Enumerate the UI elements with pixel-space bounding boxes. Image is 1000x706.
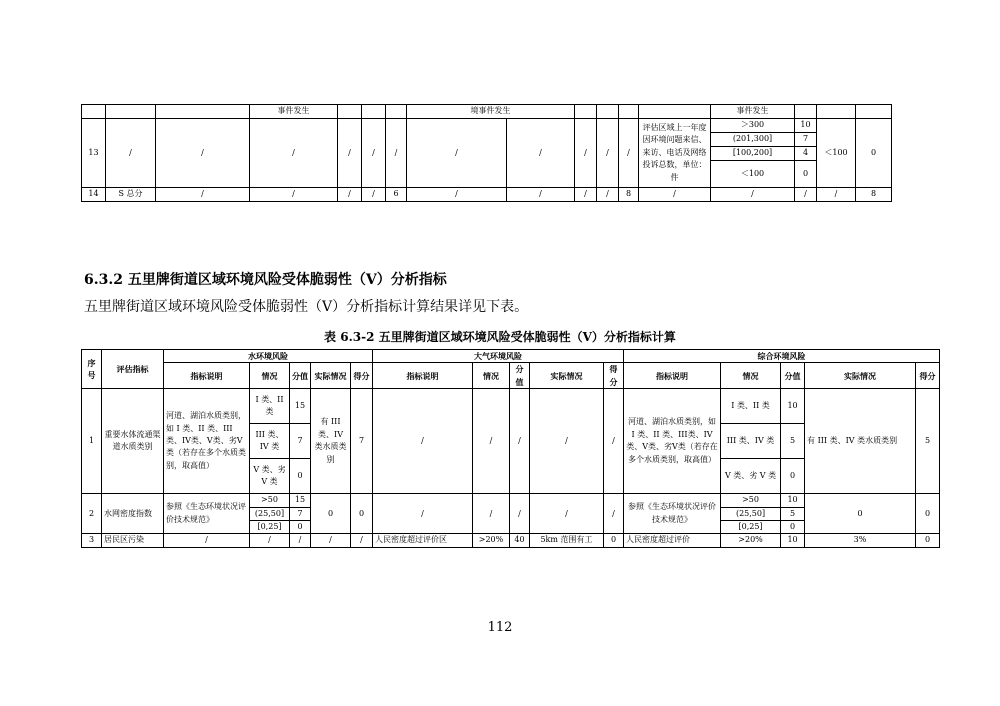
total-label: S 总分	[106, 188, 156, 202]
table-cell: /	[373, 389, 473, 494]
table-cell: /	[250, 119, 338, 188]
score-cell: 4	[795, 147, 817, 161]
score-cell: 7	[795, 133, 817, 147]
page-number: 112	[487, 620, 513, 635]
situation-cell: >20%	[473, 534, 510, 547]
actual-cell: ＜100	[817, 119, 856, 188]
header-points: 得分	[916, 363, 940, 389]
actual-cell: 0	[311, 494, 351, 534]
header-actual: 实际情况	[311, 363, 351, 389]
header-situation: 情况	[473, 363, 510, 389]
score-cell: 15	[290, 494, 311, 507]
situation-cell: (25,50]	[721, 507, 781, 520]
table-cell: /	[597, 188, 619, 202]
total-value: 6	[386, 188, 407, 202]
indicator-description: 评估区域上一年度因环境问题来信、来访、电话及网络投诉总数，单位：件	[639, 119, 711, 188]
table-cell: 境事件发生	[407, 105, 575, 119]
air-description: 人民密度超过评价区	[373, 534, 473, 547]
table-cell: /	[156, 188, 250, 202]
header-situation: 情况	[250, 363, 290, 389]
table-cell: /	[530, 389, 604, 494]
row-number: 3	[82, 534, 102, 547]
table-cell: /	[639, 188, 711, 202]
combined-description: 河道、湖泊水质类别，如 I 类、II 类、III类、IV类、V类、劣V类（若存在多个水质类别，取高值）	[624, 389, 721, 494]
table-row	[82, 188, 892, 202]
actual-cell: 有 III 类、IV 类水质类别	[805, 389, 916, 494]
section-heading: 6.3.2 五里牌街道区域环境风险受体脆弱性（V）分析指标	[84, 272, 447, 288]
range-cell: (201,300]	[711, 133, 795, 147]
table-cell: /	[106, 119, 156, 188]
score-cell: 5	[781, 507, 805, 520]
table-cell: /	[604, 389, 624, 494]
header-desc: 指标说明	[164, 363, 250, 389]
header-desc: 指标说明	[624, 363, 721, 389]
table-cell: /	[362, 119, 386, 188]
total-value: 8	[619, 188, 639, 202]
header-actual: 实际情况	[530, 363, 604, 389]
table-cell: /	[795, 188, 817, 202]
water-description: 河道、湖泊水质类别，如 I 类、II 类、III类、IV类、V类、劣V类（若存在多个水质类别，取高值）	[164, 389, 250, 494]
table-cell: /	[362, 188, 386, 202]
vulnerability-table	[81, 349, 940, 548]
table-cell: /	[338, 119, 362, 188]
points-cell: 5	[916, 389, 940, 494]
header-score: 分值	[290, 363, 311, 389]
situation-cell: V 类、劣 V 类	[250, 459, 290, 494]
table-cell: /	[510, 494, 530, 534]
header-points: 得分	[351, 363, 373, 389]
points-cell: 0	[916, 534, 940, 547]
score-cell: 10	[781, 494, 805, 507]
score-cell: 10	[781, 389, 805, 424]
table-cell: /	[510, 389, 530, 494]
table-cell: /	[575, 188, 597, 202]
table-row	[82, 494, 940, 507]
actual-cell: 3%	[805, 534, 916, 547]
header-combined: 综合环境风险	[624, 350, 940, 363]
actual-cell: 5km 范围有工	[530, 534, 604, 547]
water-description: 参照《生态环境状况评价技术规范》	[164, 494, 250, 534]
table-cell: /	[407, 119, 507, 188]
section-paragraph: 五里牌街道区域环境风险受体脆弱性（V）分析指标计算结果详见下表。	[84, 299, 529, 315]
range-cell: [100,200]	[711, 147, 795, 161]
table-cell: /	[575, 119, 597, 188]
index-name: 居民区污染	[102, 534, 164, 547]
header-index: 评估指标	[102, 350, 164, 389]
table-cell: /	[311, 534, 351, 547]
table-row	[82, 105, 892, 119]
points-cell: 0	[916, 494, 940, 534]
table-cell: /	[373, 494, 473, 534]
header-actual: 实际情况	[805, 363, 916, 389]
header-score: 分值	[781, 363, 805, 389]
combined-description: 人民密度超过评价	[624, 534, 721, 547]
table-cell: /	[290, 534, 311, 547]
score-cell: 40	[510, 534, 530, 547]
row-number: 14	[82, 188, 106, 202]
table-cell: /	[250, 188, 338, 202]
situation-cell: (25,50]	[250, 507, 290, 520]
score-cell: 0	[795, 161, 817, 188]
table-cell: /	[604, 494, 624, 534]
score-cell: 0	[781, 459, 805, 494]
table-caption: 表 6.3-2 五里牌街道区域环境风险受体脆弱性（V）分析指标计算	[324, 330, 676, 344]
score-cell: 5	[781, 424, 805, 459]
table-cell: /	[711, 188, 795, 202]
table-cell: /	[619, 119, 639, 188]
table-cell: 事件发生	[711, 105, 795, 119]
score-cell: 7	[290, 507, 311, 520]
situation-cell: I 类、II 类	[721, 389, 781, 424]
table-row	[82, 389, 940, 424]
score-cell: 0	[290, 520, 311, 533]
row-number: 13	[82, 119, 106, 188]
total-value: 8	[856, 188, 892, 202]
table-row	[82, 534, 940, 547]
combined-description: 参照《生态环境状况评价技术规范》	[624, 494, 721, 534]
table-cell: /	[817, 188, 856, 202]
table-cell: /	[407, 188, 507, 202]
index-name: 水网密度指数	[102, 494, 164, 534]
situation-cell: III 类、IV 类	[250, 424, 290, 459]
header-row	[82, 350, 940, 363]
table-cell: 事件发生	[250, 105, 338, 119]
table-cell: /	[250, 534, 290, 547]
row-number: 2	[82, 494, 102, 534]
header-air: 大气环境风险	[373, 350, 624, 363]
table-cell: /	[338, 188, 362, 202]
score-cell: 15	[290, 389, 311, 424]
table-cell: /	[530, 494, 604, 534]
index-name: 重要水体流通渠道水质类别	[102, 389, 164, 494]
score-cell: 10	[781, 534, 805, 547]
table-row	[82, 119, 892, 133]
situation-cell: V 类、劣 V 类	[721, 459, 781, 494]
table-cell: /	[597, 119, 619, 188]
table-cell: /	[386, 119, 407, 188]
table-cell: /	[164, 534, 250, 547]
points-cell: 7	[351, 389, 373, 494]
points-cell: 0	[351, 494, 373, 534]
header-situation: 情况	[721, 363, 781, 389]
situation-cell: >50	[250, 494, 290, 507]
header-seq: 序号	[82, 350, 102, 389]
score-cell: 10	[795, 119, 817, 133]
range-cell: ＜100	[711, 161, 795, 188]
table-cell: /	[351, 534, 373, 547]
header-desc: 指标说明	[373, 363, 473, 389]
actual-cell: 0	[805, 494, 916, 534]
table-cell: /	[473, 494, 510, 534]
score-cell: 7	[290, 424, 311, 459]
row-number: 1	[82, 389, 102, 494]
points-cell: 0	[604, 534, 624, 547]
range-cell: ＞300	[711, 119, 795, 133]
table-cell: /	[507, 119, 575, 188]
situation-cell: [0,25]	[250, 520, 290, 533]
situation-cell: [0,25]	[721, 520, 781, 533]
table-cell: /	[156, 119, 250, 188]
header-water: 水环境风险	[164, 350, 373, 363]
table-cell: /	[473, 389, 510, 494]
score-cell: 0	[781, 520, 805, 533]
situation-cell: III 类、IV 类	[721, 424, 781, 459]
score-cell: 0	[290, 459, 311, 494]
table-cell: /	[507, 188, 575, 202]
points-cell: 0	[856, 119, 892, 188]
header-row	[82, 363, 940, 389]
header-score: 分值	[510, 363, 530, 389]
situation-cell: >50	[721, 494, 781, 507]
actual-cell: 有 III 类、IV 类水质类别	[311, 389, 351, 494]
situation-cell: I 类、II 类	[250, 389, 290, 424]
header-points: 得分	[604, 363, 624, 389]
situation-cell: >20%	[721, 534, 781, 547]
continued-table	[81, 104, 892, 202]
